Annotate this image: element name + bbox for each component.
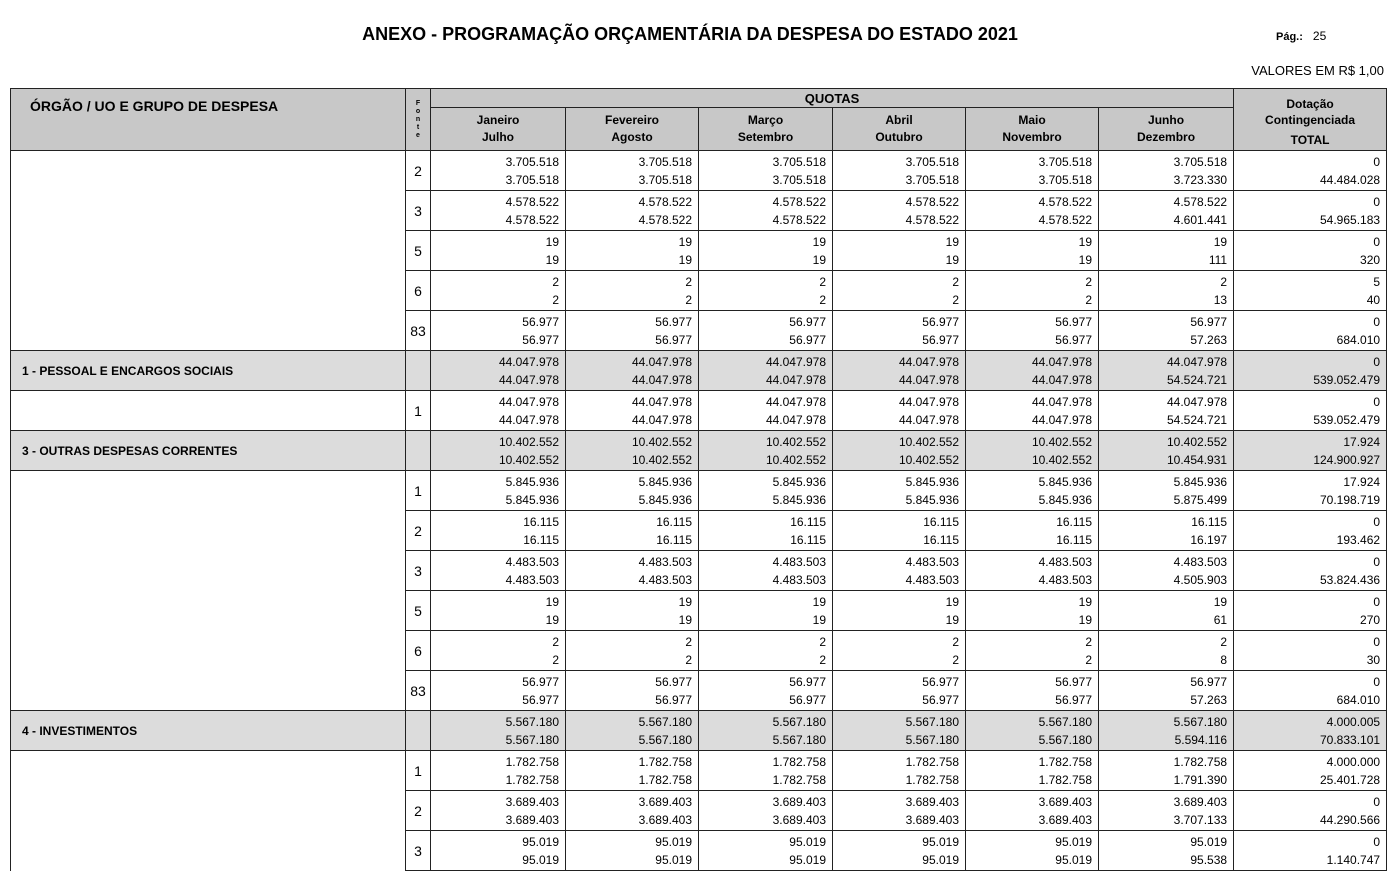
value-cell: 44.047.978 54.524.721 bbox=[1099, 391, 1234, 431]
fonte-row bbox=[11, 311, 1387, 351]
value-cell: 2 2 bbox=[833, 271, 966, 311]
value-cell: 0 539.052.479 bbox=[1234, 391, 1387, 431]
value-cell: 4.578.522 4.578.522 bbox=[566, 191, 699, 231]
value-cell: 0 270 bbox=[1234, 591, 1387, 631]
page-label: Pág.: bbox=[1276, 31, 1303, 43]
value-cell: 95.019 95.019 bbox=[966, 831, 1099, 871]
value-cell: 56.977 56.977 bbox=[699, 311, 833, 351]
value-cell: 19 19 bbox=[566, 591, 699, 631]
fonte-cell: 5 bbox=[406, 231, 431, 271]
fonte-cell: 1 bbox=[406, 751, 431, 791]
fonte-cell: 2 bbox=[406, 511, 431, 551]
org-cell bbox=[11, 471, 406, 511]
value-cell: 56.977 56.977 bbox=[966, 311, 1099, 351]
value-cell: 2 2 bbox=[699, 271, 833, 311]
fonte-row bbox=[11, 511, 1387, 551]
value-cell: 0 193.462 bbox=[1234, 511, 1387, 551]
header-org: ÓRGÃO / UO E GRUPO DE DESPESA bbox=[11, 89, 406, 151]
value-cell: 4.483.503 4.483.503 bbox=[966, 551, 1099, 591]
org-cell bbox=[11, 791, 406, 831]
value-cell: 5.845.936 5.845.936 bbox=[833, 471, 966, 511]
fonte-row bbox=[11, 791, 1387, 831]
value-cell: 0 684.010 bbox=[1234, 671, 1387, 711]
org-cell bbox=[11, 551, 406, 591]
fonte-cell: 3 bbox=[406, 831, 431, 871]
value-cell: 56.977 56.977 bbox=[566, 311, 699, 351]
fonte-row bbox=[11, 231, 1387, 271]
value-cell: 56.977 56.977 bbox=[699, 671, 833, 711]
value-cell: 56.977 56.977 bbox=[966, 671, 1099, 711]
value-cell: 44.047.978 44.047.978 bbox=[966, 351, 1099, 391]
value-cell: 1.782.758 1.782.758 bbox=[966, 751, 1099, 791]
fonte-row bbox=[11, 671, 1387, 711]
header-month-5: Junho Dezembro bbox=[1099, 108, 1234, 151]
value-cell: 19 19 bbox=[833, 231, 966, 271]
header-month-3: Abril Outubro bbox=[833, 108, 966, 151]
org-cell bbox=[11, 191, 406, 231]
value-cell: 5.845.936 5.845.936 bbox=[431, 471, 566, 511]
value-cell: 19 19 bbox=[699, 591, 833, 631]
value-cell: 5.567.180 5.594.116 bbox=[1099, 711, 1234, 751]
report-title: ANEXO - PROGRAMAÇÃO ORÇAMENTÁRIA DA DESPESA DO ESTADO 2021 bbox=[362, 24, 1018, 44]
value-cell: 3.689.403 3.689.403 bbox=[833, 791, 966, 831]
value-cell: 44.047.978 44.047.978 bbox=[431, 391, 566, 431]
value-cell: 5.567.180 5.567.180 bbox=[966, 711, 1099, 751]
fonte-cell: 1 bbox=[406, 471, 431, 511]
value-cell: 17.924 70.198.719 bbox=[1234, 471, 1387, 511]
group-row bbox=[11, 431, 1387, 471]
value-cell: 16.115 16.197 bbox=[1099, 511, 1234, 551]
value-cell: 4.578.522 4.578.522 bbox=[699, 191, 833, 231]
fonte-row bbox=[11, 471, 1387, 511]
group-row bbox=[11, 351, 1387, 391]
value-cell: 3.705.518 3.705.518 bbox=[699, 151, 833, 191]
value-cell: 19 19 bbox=[833, 591, 966, 631]
org-cell bbox=[11, 511, 406, 551]
org-cell bbox=[11, 391, 406, 431]
value-cell: 5 40 bbox=[1234, 271, 1387, 311]
value-cell: 10.402.552 10.402.552 bbox=[431, 431, 566, 471]
group-label: 1 - PESSOAL E ENCARGOS SOCIAIS bbox=[11, 351, 406, 391]
value-cell: 0 539.052.479 bbox=[1234, 351, 1387, 391]
value-cell: 3.689.403 3.707.133 bbox=[1099, 791, 1234, 831]
header-month-1: Fevereiro Agosto bbox=[566, 108, 699, 151]
value-cell: 3.689.403 3.689.403 bbox=[699, 791, 833, 831]
value-cell: 0 54.965.183 bbox=[1234, 191, 1387, 231]
value-cell: 16.115 16.115 bbox=[833, 511, 966, 551]
value-cell: 3.705.518 3.705.518 bbox=[966, 151, 1099, 191]
header-fonte: F o n t e bbox=[406, 89, 431, 151]
value-cell: 3.705.518 3.723.330 bbox=[1099, 151, 1234, 191]
fonte-cell: 3 bbox=[406, 551, 431, 591]
fonte-cell: 6 bbox=[406, 631, 431, 671]
value-cell: 44.047.978 44.047.978 bbox=[833, 391, 966, 431]
value-cell: 2 2 bbox=[431, 631, 566, 671]
org-cell bbox=[11, 671, 406, 711]
value-cell: 0 44.290.566 bbox=[1234, 791, 1387, 831]
group-row bbox=[11, 711, 1387, 751]
fonte-cell bbox=[406, 711, 431, 751]
org-cell bbox=[11, 591, 406, 631]
value-cell: 4.483.503 4.483.503 bbox=[431, 551, 566, 591]
org-cell bbox=[11, 271, 406, 311]
value-cell: 10.402.552 10.402.552 bbox=[699, 431, 833, 471]
value-cell: 44.047.978 44.047.978 bbox=[566, 351, 699, 391]
value-cell: 5.567.180 5.567.180 bbox=[833, 711, 966, 751]
value-cell: 0 684.010 bbox=[1234, 311, 1387, 351]
value-cell: 19 19 bbox=[566, 231, 699, 271]
value-cell: 4.483.503 4.483.503 bbox=[699, 551, 833, 591]
org-cell bbox=[11, 231, 406, 271]
value-cell: 19 111 bbox=[1099, 231, 1234, 271]
value-cell: 2 2 bbox=[566, 631, 699, 671]
value-cell: 44.047.978 44.047.978 bbox=[833, 351, 966, 391]
fonte-row bbox=[11, 151, 1387, 191]
value-cell: 95.019 95.538 bbox=[1099, 831, 1234, 871]
fonte-cell: 3 bbox=[406, 191, 431, 231]
fonte-cell: 2 bbox=[406, 151, 431, 191]
value-cell: 2 13 bbox=[1099, 271, 1234, 311]
value-cell: 0 44.484.028 bbox=[1234, 151, 1387, 191]
value-cell: 10.402.552 10.402.552 bbox=[566, 431, 699, 471]
value-cell: 5.845.936 5.845.936 bbox=[566, 471, 699, 511]
org-cell bbox=[11, 751, 406, 791]
value-cell: 19 19 bbox=[699, 231, 833, 271]
value-cell: 44.047.978 44.047.978 bbox=[699, 391, 833, 431]
value-cell: 3.689.403 3.689.403 bbox=[566, 791, 699, 831]
value-cell: 5.567.180 5.567.180 bbox=[566, 711, 699, 751]
value-cell: 4.000.000 25.401.728 bbox=[1234, 751, 1387, 791]
value-cell: 1.782.758 1.782.758 bbox=[833, 751, 966, 791]
value-cell: 3.705.518 3.705.518 bbox=[833, 151, 966, 191]
value-cell: 44.047.978 44.047.978 bbox=[431, 351, 566, 391]
value-cell: 2 2 bbox=[966, 631, 1099, 671]
fonte-cell: 5 bbox=[406, 591, 431, 631]
value-cell: 3.705.518 3.705.518 bbox=[431, 151, 566, 191]
value-cell: 19 19 bbox=[966, 231, 1099, 271]
value-cell: 0 30 bbox=[1234, 631, 1387, 671]
value-cell: 44.047.978 44.047.978 bbox=[966, 391, 1099, 431]
value-cell: 3.705.518 3.705.518 bbox=[566, 151, 699, 191]
value-cell: 56.977 56.977 bbox=[833, 311, 966, 351]
value-cell: 95.019 95.019 bbox=[431, 831, 566, 871]
header-month-2: Março Setembro bbox=[699, 108, 833, 151]
value-cell: 5.845.936 5.845.936 bbox=[966, 471, 1099, 511]
group-label: 4 - INVESTIMENTOS bbox=[11, 711, 406, 751]
value-cell: 1.782.758 1.782.758 bbox=[566, 751, 699, 791]
value-cell: 10.402.552 10.402.552 bbox=[833, 431, 966, 471]
value-cell: 19 19 bbox=[431, 231, 566, 271]
fonte-cell: 1 bbox=[406, 391, 431, 431]
value-cell: 44.047.978 44.047.978 bbox=[699, 351, 833, 391]
fonte-cell: 2 bbox=[406, 791, 431, 831]
value-cell: 4.578.522 4.578.522 bbox=[966, 191, 1099, 231]
value-cell: 4.578.522 4.578.522 bbox=[431, 191, 566, 231]
value-cell: 16.115 16.115 bbox=[566, 511, 699, 551]
page-indicator bbox=[1276, 29, 1326, 43]
value-cell: 56.977 56.977 bbox=[431, 671, 566, 711]
value-cell: 44.047.978 54.524.721 bbox=[1099, 351, 1234, 391]
value-cell: 10.402.552 10.402.552 bbox=[966, 431, 1099, 471]
fonte-row bbox=[11, 591, 1387, 631]
value-cell: 10.402.552 10.454.931 bbox=[1099, 431, 1234, 471]
value-cell: 0 1.140.747 bbox=[1234, 831, 1387, 871]
header-dotacao: Dotação Contingenciada TOTAL bbox=[1234, 89, 1387, 151]
value-cell: 0 320 bbox=[1234, 231, 1387, 271]
fonte-cell: 6 bbox=[406, 271, 431, 311]
value-cell: 2 2 bbox=[833, 631, 966, 671]
value-cell: 5.567.180 5.567.180 bbox=[431, 711, 566, 751]
value-cell: 2 2 bbox=[966, 271, 1099, 311]
fonte-row bbox=[11, 191, 1387, 231]
value-cell: 16.115 16.115 bbox=[966, 511, 1099, 551]
value-cell: 56.977 56.977 bbox=[431, 311, 566, 351]
fonte-row bbox=[11, 831, 1387, 871]
value-cell: 4.578.522 4.601.441 bbox=[1099, 191, 1234, 231]
value-cell: 0 53.824.436 bbox=[1234, 551, 1387, 591]
header-month-0: Janeiro Julho bbox=[431, 108, 566, 151]
value-cell: 95.019 95.019 bbox=[833, 831, 966, 871]
fonte-row bbox=[11, 551, 1387, 591]
value-cell: 4.578.522 4.578.522 bbox=[833, 191, 966, 231]
fonte-row bbox=[11, 751, 1387, 791]
value-cell: 4.483.503 4.483.503 bbox=[833, 551, 966, 591]
value-cell: 5.845.936 5.875.499 bbox=[1099, 471, 1234, 511]
value-cell: 19 61 bbox=[1099, 591, 1234, 631]
value-cell: 2 2 bbox=[431, 271, 566, 311]
value-cell: 56.977 57.263 bbox=[1099, 311, 1234, 351]
value-cell: 56.977 57.263 bbox=[1099, 671, 1234, 711]
value-cell: 2 2 bbox=[566, 271, 699, 311]
value-cell: 1.782.758 1.782.758 bbox=[431, 751, 566, 791]
header-month-4: Maio Novembro bbox=[966, 108, 1099, 151]
value-cell: 16.115 16.115 bbox=[431, 511, 566, 551]
value-cell: 5.567.180 5.567.180 bbox=[699, 711, 833, 751]
value-cell: 4.483.503 4.505.903 bbox=[1099, 551, 1234, 591]
value-cell: 19 19 bbox=[966, 591, 1099, 631]
group-label: 3 - OUTRAS DESPESAS CORRENTES bbox=[11, 431, 406, 471]
value-cell: 19 19 bbox=[431, 591, 566, 631]
value-cell: 95.019 95.019 bbox=[566, 831, 699, 871]
header-quotas: QUOTAS bbox=[431, 89, 1234, 108]
value-cell: 4.483.503 4.483.503 bbox=[566, 551, 699, 591]
value-cell: 17.924 124.900.927 bbox=[1234, 431, 1387, 471]
fonte-cell bbox=[406, 431, 431, 471]
value-cell: 44.047.978 44.047.978 bbox=[566, 391, 699, 431]
value-cell: 2 8 bbox=[1099, 631, 1234, 671]
fonte-row bbox=[11, 271, 1387, 311]
fonte-cell: 83 bbox=[406, 311, 431, 351]
value-cell: 1.782.758 1.782.758 bbox=[699, 751, 833, 791]
value-cell: 2 2 bbox=[699, 631, 833, 671]
org-cell bbox=[11, 831, 406, 871]
value-cell: 56.977 56.977 bbox=[566, 671, 699, 711]
page-number: 25 bbox=[1312, 29, 1327, 43]
fonte-row bbox=[11, 391, 1387, 431]
value-cell: 5.845.936 5.845.936 bbox=[699, 471, 833, 511]
org-cell bbox=[11, 151, 406, 191]
value-cell: 3.689.403 3.689.403 bbox=[966, 791, 1099, 831]
budget-table bbox=[10, 88, 1387, 871]
org-cell bbox=[11, 311, 406, 351]
value-cell: 4.000.005 70.833.101 bbox=[1234, 711, 1387, 751]
value-cell: 1.782.758 1.791.390 bbox=[1099, 751, 1234, 791]
value-cell: 56.977 56.977 bbox=[833, 671, 966, 711]
units-note: VALORES EM R$ 1,00 bbox=[1251, 63, 1384, 78]
org-cell bbox=[11, 631, 406, 671]
value-cell: 16.115 16.115 bbox=[699, 511, 833, 551]
fonte-cell bbox=[406, 351, 431, 391]
value-cell: 95.019 95.019 bbox=[699, 831, 833, 871]
fonte-row bbox=[11, 631, 1387, 671]
value-cell: 3.689.403 3.689.403 bbox=[431, 791, 566, 831]
fonte-cell: 83 bbox=[406, 671, 431, 711]
